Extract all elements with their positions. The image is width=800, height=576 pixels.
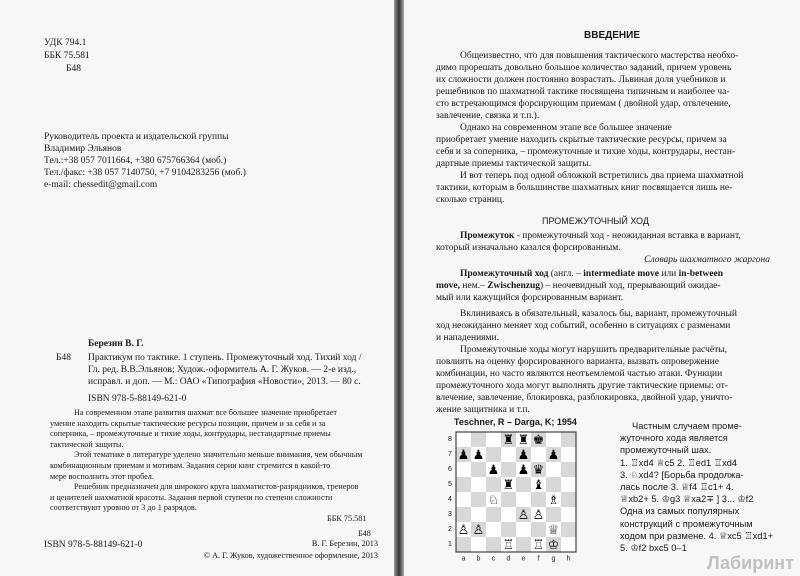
definition-text: - промежуточный ход - неожиданная вставка в вариант,	[514, 231, 741, 241]
board-square	[561, 492, 576, 507]
chess-piece: ♙	[472, 523, 485, 538]
solution-line: промежуточный шах.	[620, 445, 712, 456]
rank-label: 4	[448, 496, 452, 503]
section-title: ПРОМЕЖУТОЧНЫЙ ХОД	[542, 216, 649, 226]
rank-label: 7	[448, 451, 452, 458]
chess-piece: ♙	[517, 508, 530, 523]
file-label: b	[476, 555, 481, 563]
board-square	[471, 492, 486, 507]
chess-board	[444, 430, 604, 570]
body-line: Промежуточные ходы могут нарушить предварительные расчёты,	[460, 345, 727, 355]
intro-line: себя и за соперника, – промежуточные и тихие ходы, контрудары, нестан-	[436, 147, 736, 157]
term-definition	[436, 268, 723, 304]
file-label: c	[491, 555, 496, 563]
catalog-line: исправл. и доп. — М.: ОАО «Типография «Новости», 2013. — 80 с.	[88, 377, 361, 387]
board-square	[501, 492, 516, 507]
publisher-info	[44, 131, 246, 191]
solution-line: 1. ♖xd4 ♕c5 2. ♖ed1 ♖xd4	[620, 457, 738, 468]
body-line: влечение, завлечение, блокировка, разблокировка, двойной удар, уничто-	[436, 393, 733, 403]
board-square	[531, 522, 546, 537]
board-square	[471, 462, 486, 477]
board-square	[516, 492, 531, 507]
game-title: Teschner, R – Darga, K; 1954	[454, 417, 577, 427]
term-name: Промежуточный ход	[460, 269, 549, 279]
bbk-bottom: ББК 75.581	[327, 514, 367, 523]
file-label: f	[537, 555, 540, 563]
publisher-line: e-mail: chessedit@gmail.com	[44, 180, 158, 190]
board-square	[561, 462, 576, 477]
chess-piece: ♚	[532, 433, 545, 448]
term-text: или	[658, 269, 679, 279]
file-label: e	[521, 555, 526, 563]
annotation	[50, 408, 362, 514]
chess-piece: ♘	[487, 493, 500, 508]
board-square	[486, 507, 501, 522]
catalog-description	[88, 352, 361, 388]
catalog-line: Практикум по тактике. 1 ступень. Промежуточный ход. Тихий ход /	[88, 353, 362, 363]
chess-piece: ♙	[532, 508, 545, 523]
board-square	[471, 507, 486, 522]
board-square	[561, 477, 576, 492]
board-square	[546, 432, 561, 447]
term-text: нем.–	[460, 281, 488, 291]
rank-label: 6	[448, 466, 452, 473]
intro-line: Однако на современном этапе все большее значение	[460, 123, 672, 133]
board-square	[546, 507, 561, 522]
intro-line: дартные приемы тактической защиты.	[436, 159, 592, 169]
body-line: комбинации, но часто являются неотъемлемой частью атаки. Функции	[436, 369, 723, 379]
annotation-line: комбинационным приемам и мотивам. Задания серии книг стремится в какой-то	[50, 460, 331, 470]
annotation-line: Этой тематике в литературе уделено значительно меньше внимания, чем обычным	[74, 450, 363, 460]
solution-line: 3. ♘xd4? [Борьба продолжа-	[620, 469, 744, 480]
term-german: Zwischenzug	[487, 281, 540, 291]
board-square	[516, 477, 531, 492]
body-line: промежуточного хода могут выполнять другие тактические приемы: от-	[436, 381, 728, 391]
board-square	[486, 447, 501, 462]
solution-line: конструкций с промежуточным	[620, 518, 753, 529]
intro-line: сколько страниц.	[436, 195, 505, 205]
copyright-author: В. Г. Березин, 2013	[311, 539, 378, 548]
board-square	[531, 492, 546, 507]
chess-piece: ♕	[547, 523, 560, 538]
board-square	[501, 522, 516, 537]
chess-piece: ♖	[502, 538, 515, 553]
board-square	[561, 447, 576, 462]
board-square	[471, 537, 486, 552]
annotation-line: умение находить скрытые тактические ресурсы позиции, причем и за себя и за	[50, 418, 326, 428]
body-line: ход неожиданно меняет ход событий, особенно в ситуациях с разменами	[436, 321, 731, 331]
term-text: мый или кажущийся форсированным вариант.	[436, 293, 624, 303]
term-english: intermediate move	[583, 269, 659, 279]
watermark-logo: Лабиринт	[706, 553, 794, 573]
chess-piece: ♜	[502, 433, 515, 448]
chess-piece: ♟	[517, 448, 530, 463]
chess-piece: ♜	[502, 478, 515, 493]
catalog-code: Б48	[56, 353, 71, 363]
annotation-line: мере восполнить этот пробел.	[50, 471, 154, 481]
board-square	[561, 522, 576, 537]
board-square	[561, 537, 576, 552]
annotation-line: тактической защиты.	[50, 439, 124, 449]
definition	[436, 230, 741, 254]
copyright-artist: © А. Г. Жуков, художественное оформление, 2013	[203, 551, 378, 560]
intro-line: Общеизвестно, что для повышения тактического мастерства необхо-	[460, 51, 739, 61]
solution-text	[620, 420, 773, 554]
isbn: ISBN 978-5-88149-621-0	[88, 394, 187, 404]
board-square	[516, 522, 531, 537]
annotation-line: соперника, – промежуточные и тихие ходы, контрудары, нестандартные приемы	[50, 429, 331, 439]
chess-piece: ♝	[532, 478, 545, 493]
intro-line: И вот теперь под одной обложкой встретились два приема шахматной	[460, 171, 744, 181]
intro-line: решебников по шахматной тактике посвящена типичным и наиболее ча-	[436, 87, 730, 97]
definition-source: Словарь шахматного жаргона	[644, 255, 770, 265]
annotation-line: Решебник предназначен для широкого круга шахматистов-разрядников, тренеров	[74, 482, 359, 492]
solution-line: ♕xb2+ 5. ♔g3 ♕xa2∓ ] 3... ♔f2	[620, 494, 754, 505]
left-page	[0, 0, 394, 576]
chess-piece: ♖	[532, 538, 545, 553]
isbn-bottom: ISBN 978-5-88149-621-0	[44, 540, 143, 550]
board-square	[456, 492, 471, 507]
file-label: g	[551, 555, 556, 563]
file-label: h	[566, 555, 571, 563]
right-page	[404, 0, 800, 576]
board-square	[561, 432, 576, 447]
intro-paragraph	[436, 50, 743, 206]
rank-label: 1	[448, 541, 452, 548]
intro-line: сто встречающимся форсирующим приемам ( двойной удар, отвлечение,	[436, 99, 731, 109]
page-title: ВВЕДЕНИЕ	[584, 30, 640, 41]
book-code: Б48	[66, 64, 81, 74]
definition-term: Промежуток	[460, 231, 515, 241]
board-square	[456, 477, 471, 492]
body-line: и нападениями.	[436, 333, 499, 343]
chess-piece: ♟	[547, 448, 560, 463]
board-square	[486, 522, 501, 537]
book-code-bottom: Б48	[358, 529, 371, 538]
catalog-line: Гл. ред. В.В.Эльянов; Худож.-оформитель А. Г. Жуков. — 2-е изд.,	[88, 365, 357, 375]
file-label: a	[461, 555, 466, 563]
chess-piece: ♔	[547, 538, 560, 553]
chess-piece: ♟	[472, 448, 485, 463]
chess-piece: ♛	[532, 463, 545, 478]
solution-line: 5. ♔f2 bxc5 0–1	[620, 543, 687, 554]
chess-piece: ♜	[517, 433, 530, 448]
chess-piece: ♙	[457, 523, 470, 538]
board-square	[561, 507, 576, 522]
bbk-code: ББК 75.581	[44, 51, 90, 61]
board-square	[546, 477, 561, 492]
board-square	[531, 447, 546, 462]
intro-line: приобретает умение находить скрытые тактические ресурсы, причем за	[436, 135, 727, 145]
board-square	[456, 537, 471, 552]
definition-text: который изначально казался форсированным.	[436, 243, 621, 253]
solution-line: жуточного хода является	[620, 433, 728, 444]
term-english: in-between	[678, 269, 723, 279]
board-square	[486, 477, 501, 492]
rank-label: 8	[448, 436, 452, 443]
chess-piece: ♟	[517, 463, 530, 478]
board-square	[456, 432, 471, 447]
chess-piece: ♟	[487, 463, 500, 478]
annotation-line: На современном этапе развития шахмат все большее значение приобретает	[74, 408, 337, 417]
intro-line: димо прорешать довольно большое количество заданий, причем уровень	[436, 63, 732, 73]
publisher-line: Тел.:+38 057 7011664, +380 675766364 (моб.)	[44, 156, 227, 166]
intro-line: завлечение, связка и т.п.).	[436, 111, 540, 121]
solution-line: лась после 3. ♕f4 ♖c1+ 4.	[620, 482, 734, 493]
book-spine	[394, 0, 404, 576]
solution-line: ходом при размене. 4. ♕xc5 ♖xd1+	[620, 530, 774, 541]
annotation-line: и ценителей шахматной красоты. Задания первой ступени по степени сложности	[50, 492, 333, 502]
board-square	[471, 432, 486, 447]
board-square	[501, 447, 516, 462]
board-square	[486, 432, 501, 447]
term-text: ) – неочевидный ход, прерывающий ожидае-	[540, 281, 721, 291]
udk-code: УДК 794.1	[44, 38, 87, 48]
board-square	[501, 462, 516, 477]
board-square	[456, 507, 471, 522]
author-name: Березин В. Г.	[88, 339, 144, 349]
board-square	[501, 507, 516, 522]
body-line: жение защитника и т.п.	[436, 405, 530, 415]
body-paragraph	[436, 308, 737, 416]
publisher-line: Владимир Эльянов	[44, 144, 122, 154]
chess-piece: ♗	[547, 493, 560, 508]
rank-label: 5	[448, 481, 452, 488]
chess-piece: ♟	[457, 448, 470, 463]
term-english: move,	[436, 281, 461, 291]
board-square	[516, 537, 531, 552]
annotation-line: соответствуют уровню от 3 до 1 разрядов.	[50, 503, 197, 513]
solution-line: Частным случаем проме-	[632, 421, 742, 431]
intro-line: тактики, которым в большинстве шахматных книг посвящается лишь не-	[436, 183, 733, 193]
intro-line: их сложности должен постоянно возрастать. Львиная доля учебников и	[436, 75, 726, 85]
term-text: (англ. –	[548, 269, 584, 279]
body-line: повлиять на оценку форсированного варианта, вызвать опровержение	[436, 357, 719, 367]
publisher-line: Тел./факс: +38 057 7140750, +7 9104283256 (моб.)	[44, 168, 246, 178]
publisher-line: Руководитель проекта и издательской группы	[44, 132, 229, 142]
board-square	[471, 477, 486, 492]
board-square	[486, 537, 501, 552]
solution-line: Одна из самых популярных	[620, 506, 740, 517]
board-square	[546, 462, 561, 477]
board-square	[456, 462, 471, 477]
rank-label: 3	[448, 511, 452, 518]
body-line: Вклиниваясь в обязательный, казалось бы, вариант, промежуточный	[460, 309, 737, 319]
rank-label: 2	[448, 526, 452, 533]
file-label: d	[506, 555, 511, 563]
